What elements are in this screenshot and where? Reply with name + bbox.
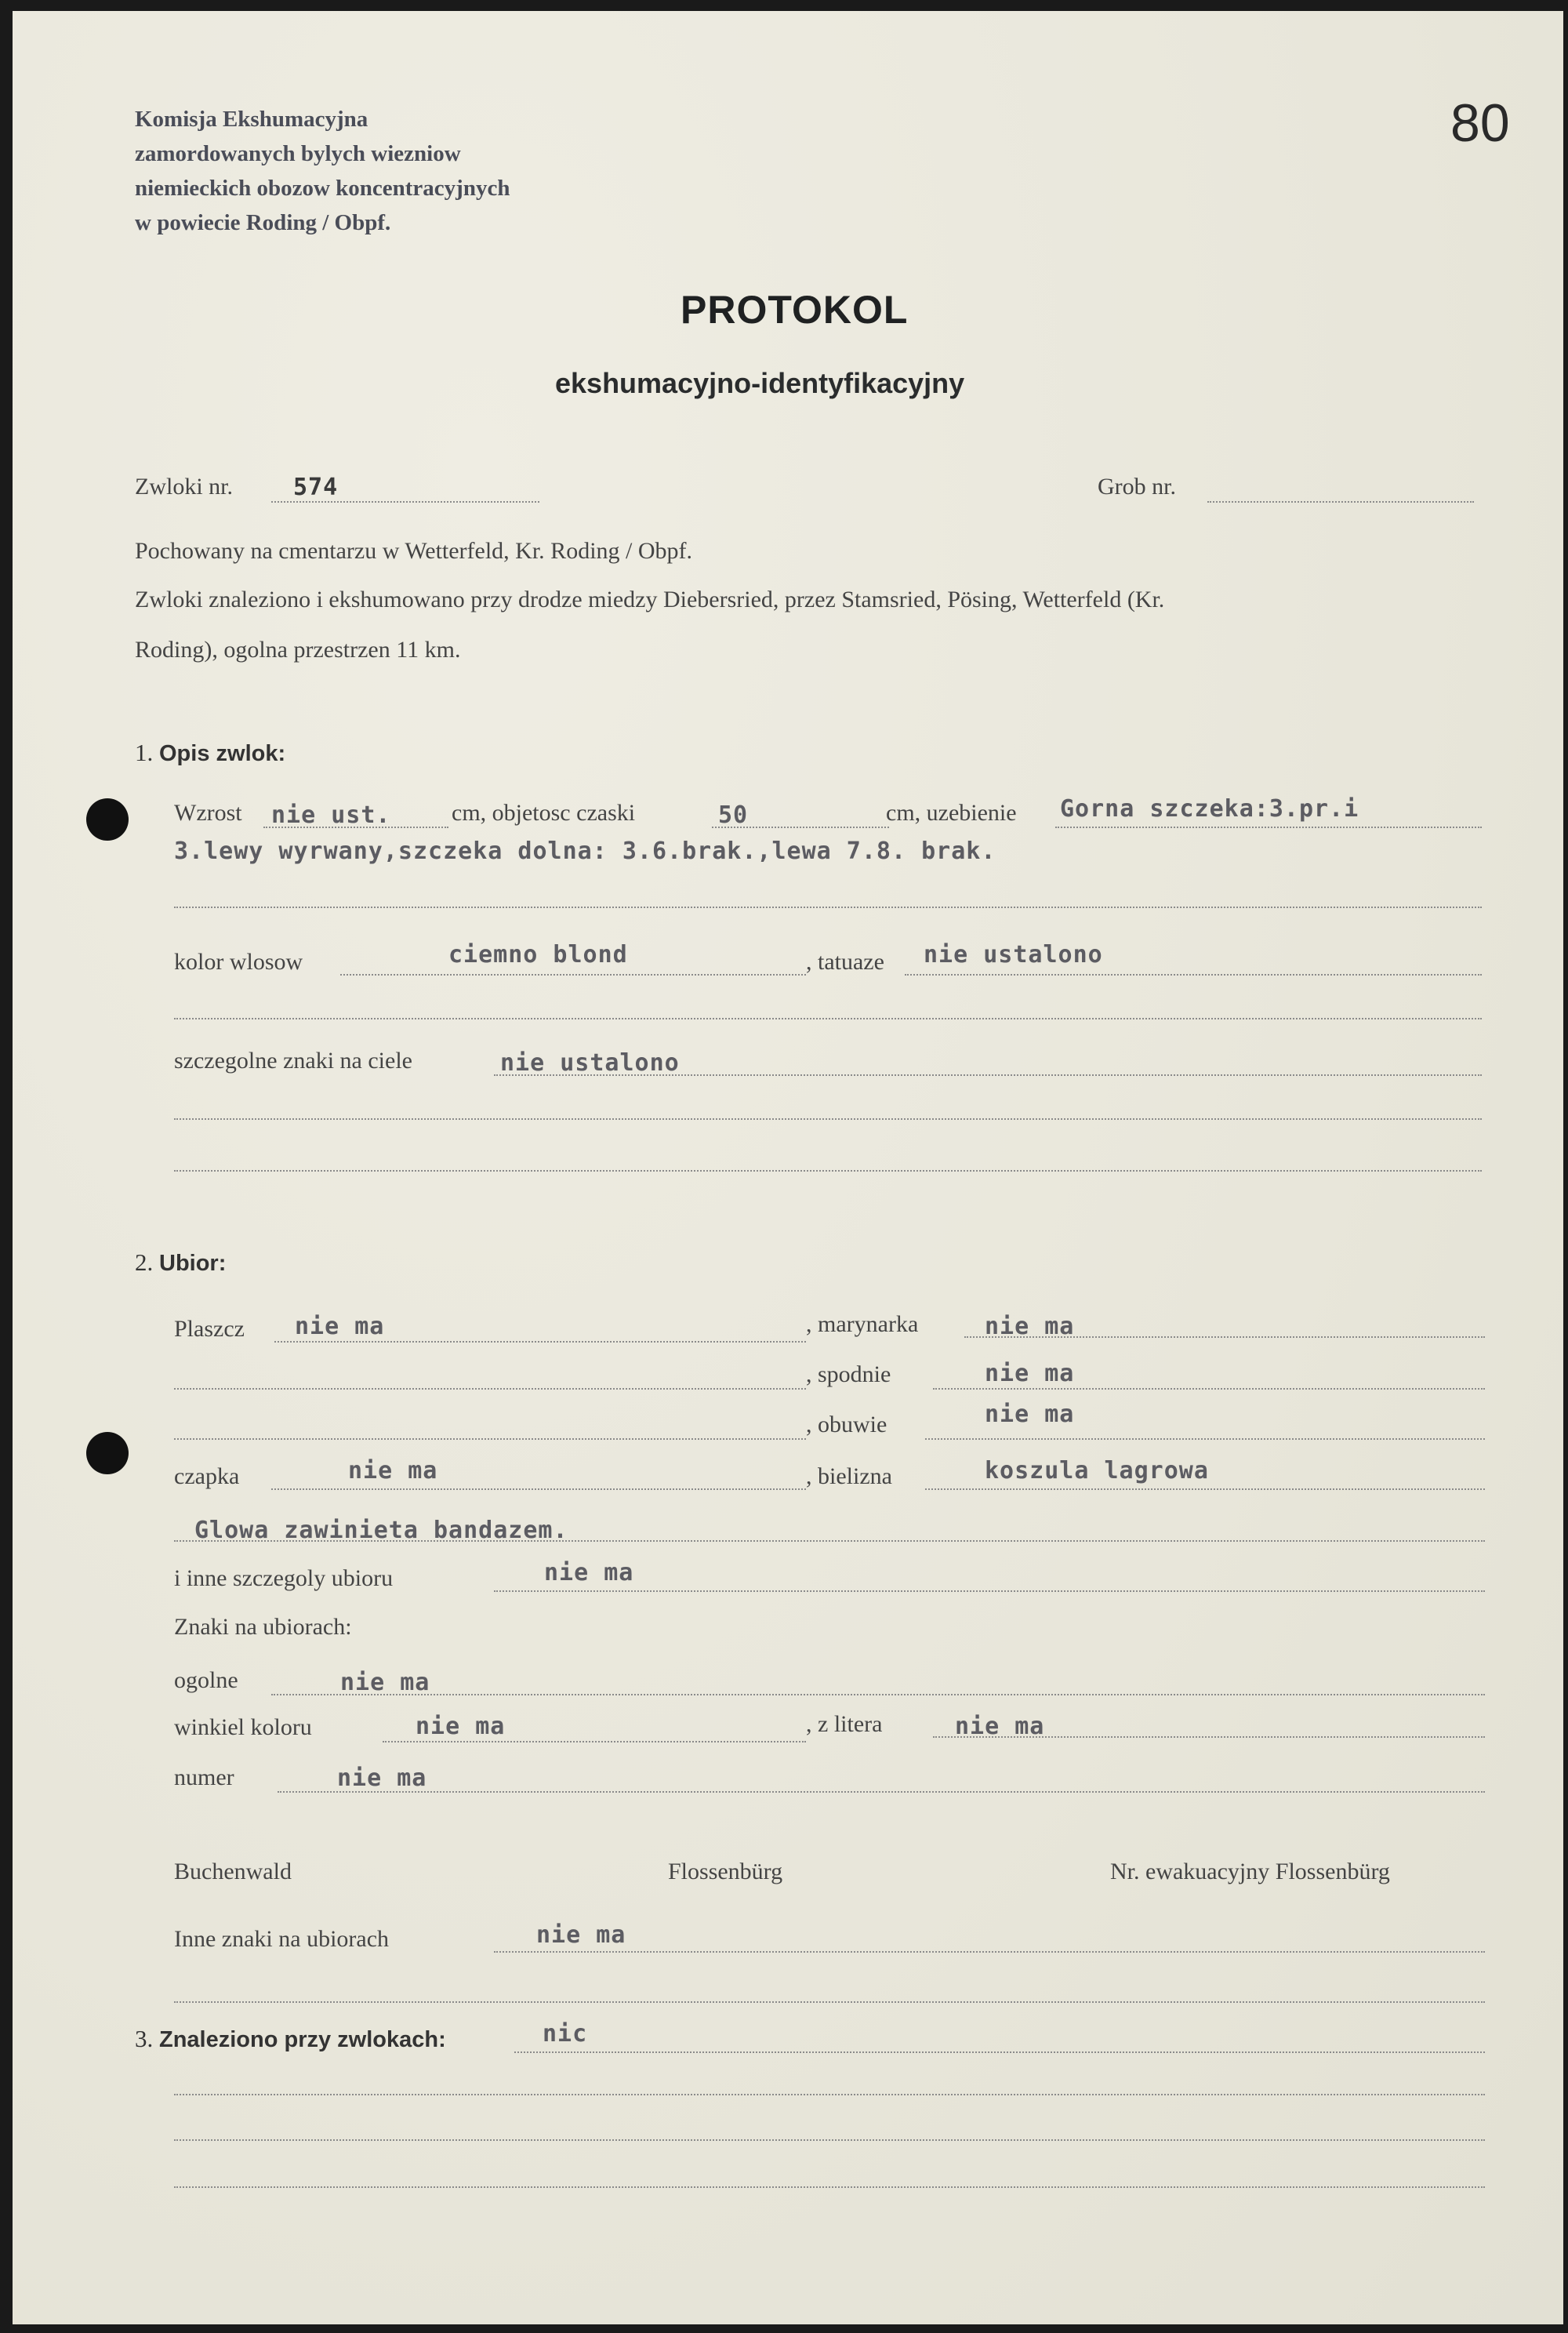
uzebienie-field-line-2 bbox=[174, 907, 1482, 908]
header-line-2: zamordowanych bylych wiezniow bbox=[135, 141, 461, 166]
section-1-number: 1. bbox=[135, 739, 154, 766]
section-3-heading bbox=[135, 2025, 446, 2053]
tatuaze-value: nie ustalono bbox=[924, 941, 1103, 968]
section-3-number: 3. bbox=[135, 2025, 154, 2052]
czapka-label: czapka bbox=[174, 1463, 240, 1489]
header-line-3: niemieckich obozow koncentracyjnych bbox=[135, 176, 510, 201]
numer-value: nie ma bbox=[337, 1764, 427, 1792]
kolor-value: ciemno blond bbox=[448, 941, 628, 968]
litera-label: , z litera bbox=[806, 1711, 883, 1737]
plaszcz-value: nie ma bbox=[295, 1313, 385, 1340]
section-1-title: Opis zwlok: bbox=[159, 741, 286, 766]
marynarka-value: nie ma bbox=[985, 1313, 1075, 1340]
spodnie-field-line bbox=[933, 1388, 1485, 1390]
document-page bbox=[13, 11, 1563, 2324]
spodnie-label: , spodnie bbox=[806, 1361, 891, 1387]
section-3-value: nic bbox=[543, 2020, 588, 2048]
inne-szczegoly-label: i inne szczegoly ubioru bbox=[174, 1565, 394, 1591]
czapka-field-line bbox=[271, 1488, 806, 1490]
czaszka-value: 50 bbox=[718, 801, 749, 829]
uzebienie-value-1: Gorna szczeka:3.pr.i bbox=[1060, 795, 1359, 823]
winkiel-label: winkiel koloru bbox=[174, 1714, 312, 1740]
punch-hole-top bbox=[86, 798, 129, 841]
numer-field-line bbox=[278, 1791, 1485, 1793]
ogolne-value: nie ma bbox=[340, 1669, 430, 1696]
obuwie-field-line bbox=[925, 1438, 1485, 1440]
inne-znaki-field-line bbox=[494, 1951, 1485, 1953]
czapka-value: nie ma bbox=[348, 1457, 438, 1484]
wzrost-label: Wzrost bbox=[174, 800, 242, 826]
glowa-field-line bbox=[174, 1540, 1485, 1542]
document-subtitle: ekshumacyjno-identyfikacyjny bbox=[555, 367, 965, 399]
znaki-extra-line-2 bbox=[174, 1170, 1482, 1172]
inne-znaki-label: Inne znaki na ubiorach bbox=[174, 1926, 390, 1952]
section-3-extra-line-2 bbox=[174, 2139, 1485, 2141]
bielizna-field-line bbox=[925, 1488, 1485, 1490]
section-2-number: 2. bbox=[135, 1248, 154, 1276]
section-1-heading bbox=[135, 739, 285, 767]
uzebienie-value-2: 3.lewy wyrwany,szczeka dolna: 3.6.brak.,lewa 7.8. brak. bbox=[174, 838, 996, 865]
ewakuacyjny-label: Nr. ewakuacyjny Flossenbürg bbox=[1110, 1859, 1390, 1884]
uzebienie-field-line-1 bbox=[1055, 827, 1482, 828]
document-title: PROTOKOL bbox=[681, 288, 909, 332]
plaszcz-field-line bbox=[274, 1341, 806, 1343]
znaki-label: szczegolne znaki na ciele bbox=[174, 1048, 412, 1074]
kolor-label: kolor wlosow bbox=[174, 949, 303, 975]
litera-value: nie ma bbox=[955, 1713, 1045, 1740]
buried-line: Pochowany na cmentarzu w Wetterfeld, Kr. Roding / Obpf. bbox=[135, 538, 693, 564]
bielizna-value: koszula lagrowa bbox=[985, 1457, 1209, 1484]
winkiel-field-line bbox=[383, 1741, 806, 1742]
section-3-extra-line-1 bbox=[174, 2094, 1485, 2095]
obuwie-label: , obuwie bbox=[806, 1412, 887, 1437]
found-line-2: Roding), ogolna przestrzen 11 km. bbox=[135, 637, 461, 663]
zwloki-field-line bbox=[271, 501, 539, 503]
kolor-extra-line bbox=[174, 1018, 1482, 1019]
inne-znaki-extra-line bbox=[174, 2001, 1485, 2003]
zwloki-label: Zwloki nr. bbox=[135, 474, 233, 500]
spodnie-value: nie ma bbox=[985, 1360, 1075, 1387]
section-3-extra-line-3 bbox=[174, 2186, 1485, 2188]
header-line-1: Komisja Ekshumacyjna bbox=[135, 107, 368, 132]
znaki-value: nie ustalono bbox=[500, 1049, 680, 1077]
czaszka-label: cm, objetosc czaski bbox=[452, 800, 636, 826]
znaki-na-ubiorach-label: Znaki na ubiorach: bbox=[174, 1614, 352, 1640]
section-2-title: Ubior: bbox=[159, 1251, 227, 1276]
punch-hole-bottom bbox=[86, 1432, 129, 1474]
grob-label: Grob nr. bbox=[1098, 474, 1176, 500]
inne-szczegoly-value: nie ma bbox=[544, 1559, 634, 1586]
zwloki-number: 574 bbox=[293, 474, 339, 501]
winkiel-value: nie ma bbox=[416, 1713, 506, 1740]
inne-szczegoly-field-line bbox=[494, 1590, 1485, 1592]
grob-field-line bbox=[1207, 501, 1474, 503]
buchenwald-label: Buchenwald bbox=[174, 1859, 292, 1884]
found-line-1: Zwloki znaleziono i ekshumowano przy drodze miedzy Diebersried, przez Stamsried, Pösing, Wetterfeld (Kr. bbox=[135, 587, 1165, 612]
glowa-note: Glowa zawinieta bandazem. bbox=[194, 1517, 568, 1544]
section-3-title: Znaleziono przy zwlokach: bbox=[159, 2027, 446, 2052]
marynarka-label: , marynarka bbox=[806, 1311, 919, 1337]
tatuaze-field-line bbox=[905, 974, 1482, 976]
section-3-field-line bbox=[514, 2051, 1485, 2053]
section-2-heading bbox=[135, 1248, 226, 1277]
flossenburg-label: Flossenbürg bbox=[668, 1859, 783, 1884]
inne-znaki-value: nie ma bbox=[536, 1921, 626, 1949]
page-number: 80 bbox=[1450, 93, 1510, 153]
kolor-field-line bbox=[340, 974, 806, 976]
uzebienie-label: cm, uzebienie bbox=[886, 800, 1017, 826]
obuwie-value: nie ma bbox=[985, 1401, 1075, 1428]
bielizna-label: , bielizna bbox=[806, 1463, 892, 1489]
wzrost-value: nie ust. bbox=[271, 801, 391, 829]
ogolne-field-line bbox=[271, 1694, 1485, 1695]
tatuaze-label: , tatuaze bbox=[806, 949, 884, 975]
header-line-4: w powiecie Roding / Obpf. bbox=[135, 210, 391, 235]
plaszcz-label: Plaszcz bbox=[174, 1316, 245, 1342]
numer-label: numer bbox=[174, 1764, 234, 1790]
obuwie-left-line bbox=[174, 1438, 806, 1440]
spodnie-left-line bbox=[174, 1388, 806, 1390]
ogolne-label: ogolne bbox=[174, 1667, 238, 1693]
znaki-extra-line-1 bbox=[174, 1118, 1482, 1120]
